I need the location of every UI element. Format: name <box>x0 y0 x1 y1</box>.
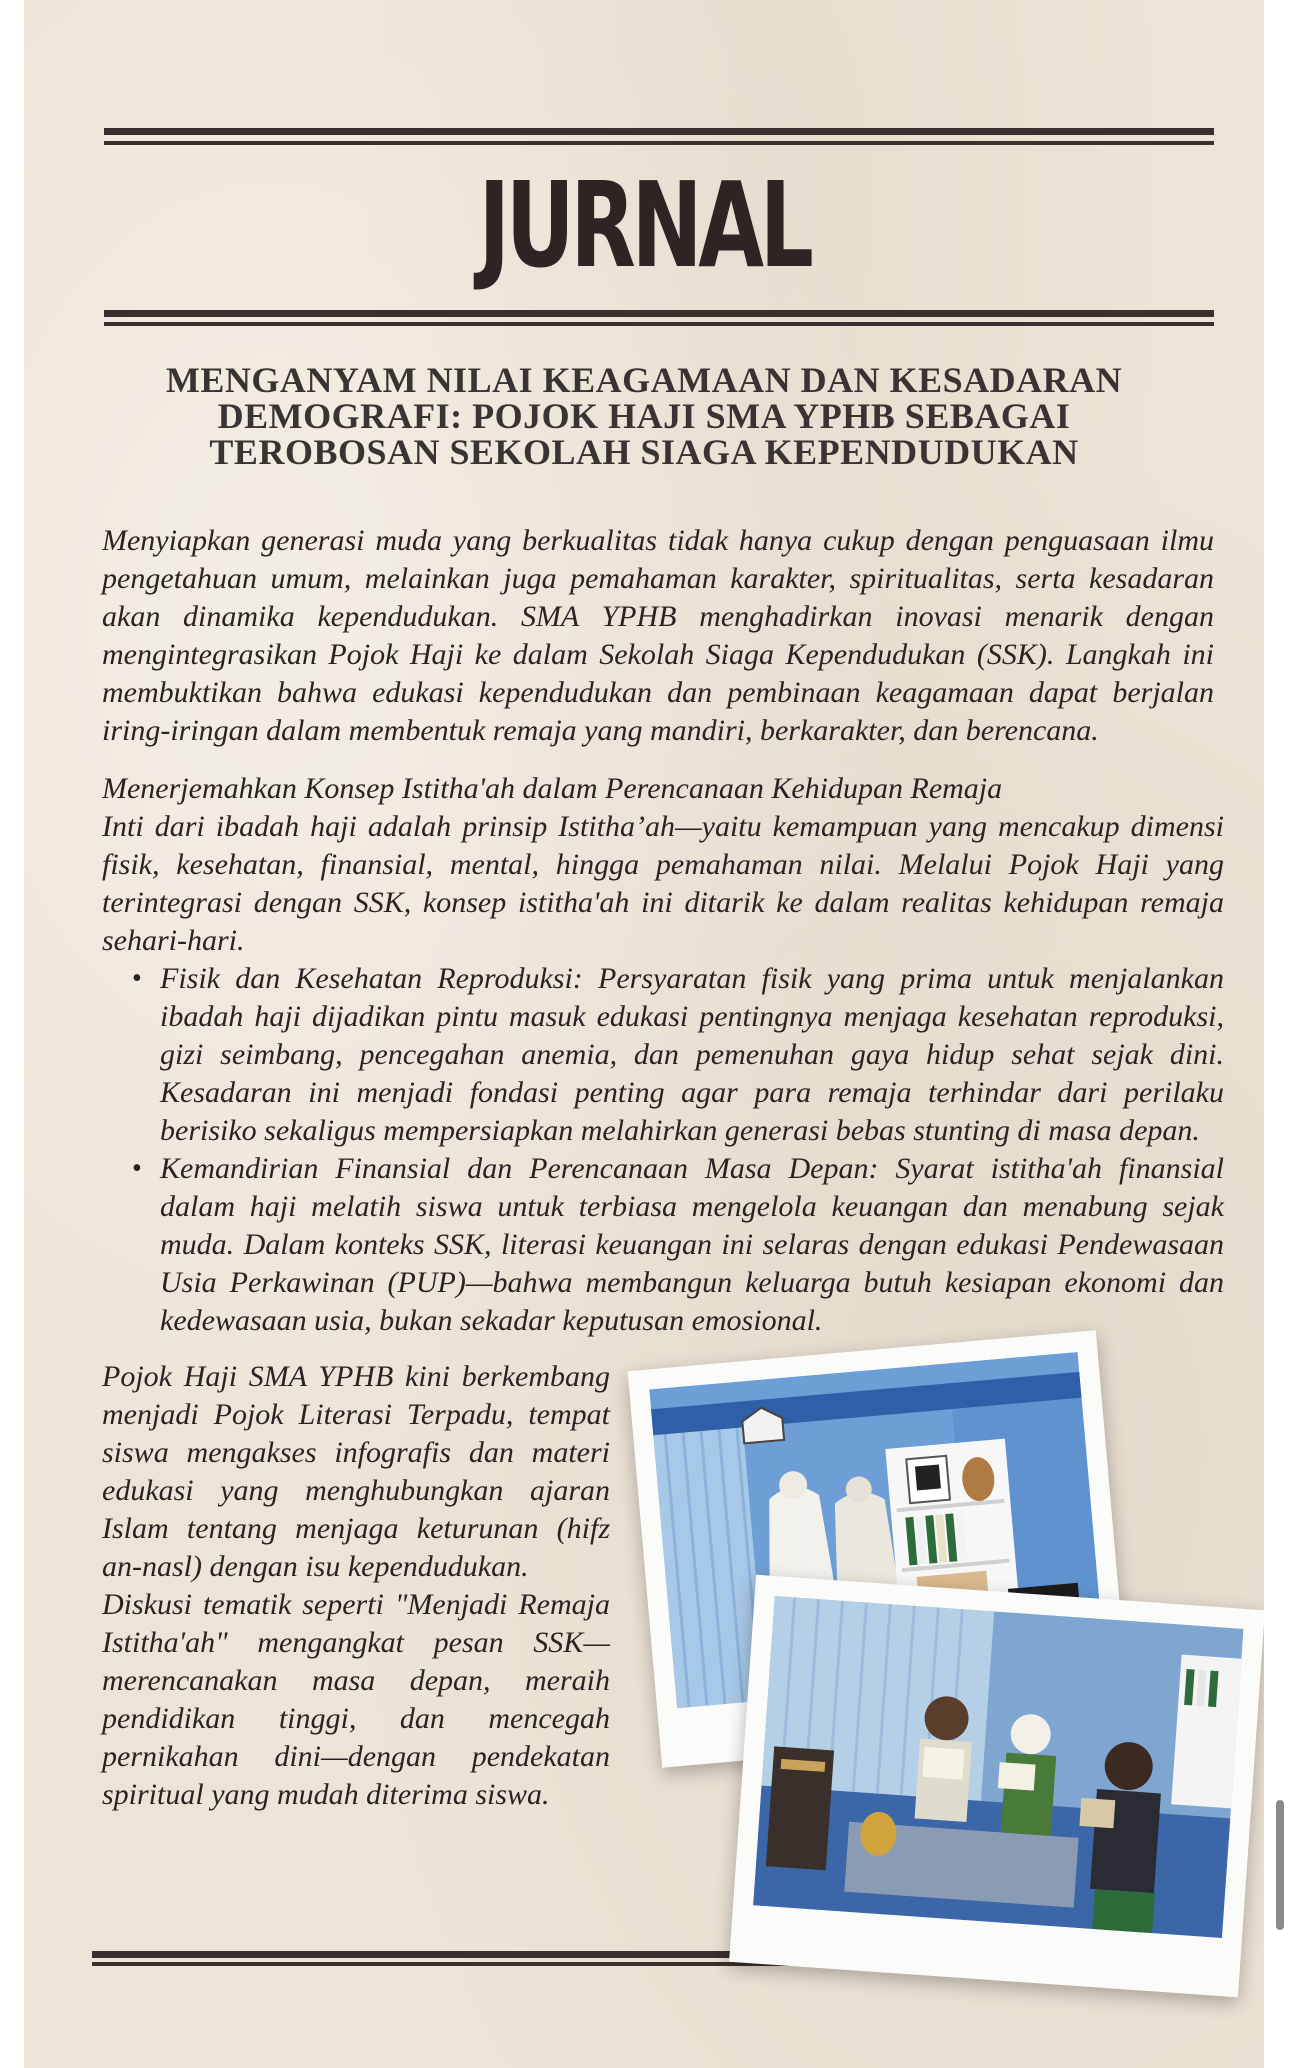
bullet-list <box>102 960 1224 1340</box>
section-paragraph: Inti dari ibadah haji adalah prinsip Istitha’ah—yaitu kemampuan yang mencakup dimensi fisik, kesehatan, finansial, mental, hingga pemahaman nilai. Melalui Pojok Haji yang terintegrasi dengan SSK, konsep istitha'ah ini ditarik ke dalam realitas kehidupan remaja sehari-hari. <box>102 810 1224 957</box>
bullet-icon: • <box>132 1153 142 1184</box>
masthead-rule-thin <box>104 322 1214 326</box>
bullet-text: Fisik dan Kesehatan Reproduksi: Persyaratan fisik yang prima untuk menjalankan ibadah haji dijadikan pintu masuk edukasi pentingnya menjaga kesehatan reproduksi, gizi seimbang, pencegahan anemia, dan pemenuhan gaya hidup sehat sejak dini. Kesadaran ini menjadi fondasi penting agar para remaja terhindar dari perilaku berisiko sekaligus mempersiapkan melahirkan generasi bebas stunting di masa depan. <box>160 962 1224 1147</box>
list-item <box>102 960 1224 1150</box>
side-column <box>102 1358 610 1814</box>
diskusi-paragraph: Diskusi tematik seperti "Menjadi Remaja Istitha'ah" mengangkat pesan SSK—merencanakan masa depan, meraih pendidikan tinggi, dan mencegah pernikahan dini—dengan pendekatan spiritual yang mudah diterima siswa. <box>102 1588 610 1811</box>
students-reading-image <box>753 1596 1243 1938</box>
masthead-title: JURNAL <box>478 156 810 294</box>
istithaah-section <box>102 770 1224 1340</box>
list-item <box>102 1150 1224 1340</box>
students-reading-photo <box>729 1575 1264 1998</box>
top-rule-thin <box>104 141 1214 145</box>
scrollbar-thumb[interactable] <box>1276 1800 1284 1930</box>
literasi-paragraph: Pojok Haji SMA YPHB kini berkembang menjadi Pojok Literasi Terpadu, tempat siswa mengakses infografis dan materi edukasi yang menghubungkan ajaran Islam tentang menjaga keturunan (hifz an-nasl) dengan isu kependudukan. <box>102 1360 610 1583</box>
masthead-rule-thick <box>104 310 1214 317</box>
section-subheading: Menerjemahkan Konsep Istitha'ah dalam Perencanaan Kehidupan Remaja <box>102 772 1003 805</box>
bullet-text: Kemandirian Finansial dan Perencanaan Masa Depan: Syarat istitha'ah finansial dalam haji melatih siswa untuk terbiasa mengelola keuangan dan menabung sejak muda. Dalam konteks SSK, literasi keuangan ini selaras dengan edukasi Pendewasaan Usia Perkawinan (PUP)—bahwa membangun keluarga butuh kesiapan ekonomi dan kedewasaan usia, bukan sekadar keputusan emosional. <box>160 1152 1224 1337</box>
journal-page <box>24 0 1264 2068</box>
article-headline: MENGANYAM NILAI KEAGAMAAN DAN KESADARAN DEMOGRAFI: POJOK HAJI SMA YPHB SEBAGAI TEROBOSAN SEKOLAH SIAGA KEPENDUDUKAN <box>165 360 1123 472</box>
intro-paragraph: Menyiapkan generasi muda yang berkualitas tidak hanya cukup dengan penguasaan ilmu pengetahuan umum, melainkan juga pemahaman karakter, spiritualitas, serta kesadaran akan dinamika kependudukan. SMA YPHB menghadirkan inovasi menarik dengan mengintegrasikan Pojok Haji ke dalam Sekolah Siaga Kependudukan (SSK). Langkah ini membuktikan bahwa edukasi kependudukan dan pembinaan keagamaan dapat berjalan iring-iringan dalam membentuk remaja yang mandiri, berkarakter, dan berencana. <box>102 524 1214 747</box>
top-rule-thick <box>104 128 1214 135</box>
bullet-icon: • <box>132 963 142 994</box>
